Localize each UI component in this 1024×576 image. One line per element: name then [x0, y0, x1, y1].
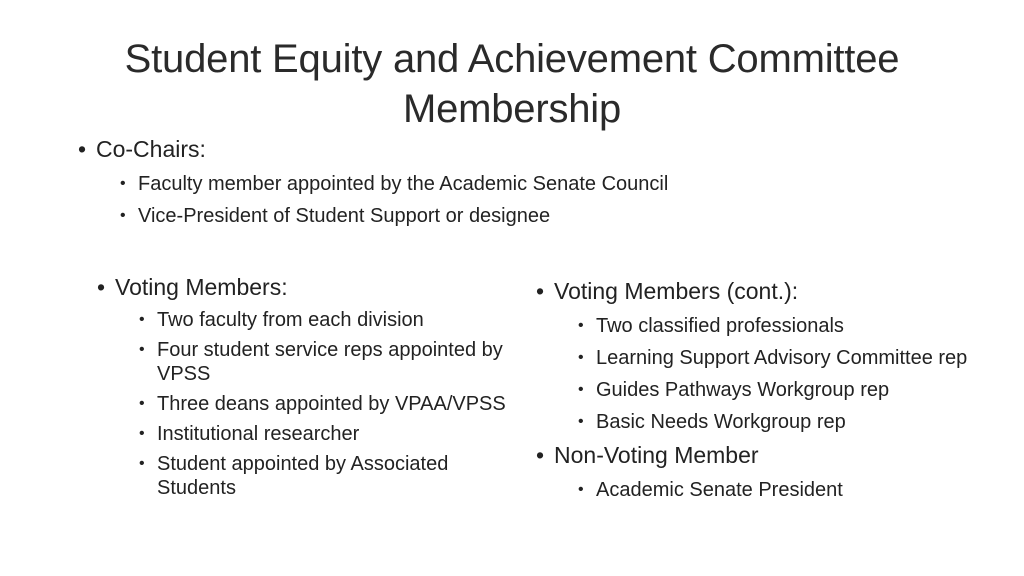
- voting-members-cont-sublist: [574, 314, 976, 434]
- voting-members-sublist: [135, 308, 507, 500]
- voting-members-heading-text: Voting Members:: [115, 274, 288, 300]
- non-voting-heading: [536, 440, 976, 502]
- list-item: • Basic Needs Workgroup rep: [574, 410, 976, 434]
- list-item: • Faculty member appointed by the Academic Senate Council: [116, 172, 978, 196]
- list-item: • Guides Pathways Workgroup rep: [574, 378, 976, 402]
- voting-members-cont-heading: [536, 276, 976, 434]
- co-chairs-heading-text: Co-Chairs:: [96, 136, 206, 162]
- co-chairs-sublist: [116, 172, 978, 228]
- list-item: • Vice-President of Student Support or designee: [116, 204, 978, 228]
- list-item: • Two faculty from each division: [135, 308, 507, 332]
- co-chairs-heading: [78, 134, 978, 228]
- voting-members-list: [97, 272, 507, 500]
- voting-members-cont-heading-text: Voting Members (cont.):: [554, 278, 799, 304]
- voting-members-heading: [97, 272, 507, 500]
- list-item: • Learning Support Advisory Committee rep: [574, 346, 976, 370]
- list-item: • Institutional researcher: [135, 422, 507, 446]
- list-item: • Academic Senate President: [574, 478, 976, 502]
- list-item: • Student appointed by Associated Students: [135, 452, 507, 500]
- list-item: • Three deans appointed by VPAA/VPSS: [135, 392, 507, 416]
- slide-title: Student Equity and Achievement Committee Membership: [124, 37, 900, 131]
- non-voting-heading-text: Non-Voting Member: [554, 442, 759, 468]
- list-item: • Two classified professionals: [574, 314, 976, 338]
- voting-members-cont-list: [536, 276, 976, 502]
- co-chairs-list: [78, 134, 978, 228]
- list-item: • Four student service reps appointed by VPSS: [135, 338, 507, 386]
- non-voting-sublist: [574, 478, 976, 502]
